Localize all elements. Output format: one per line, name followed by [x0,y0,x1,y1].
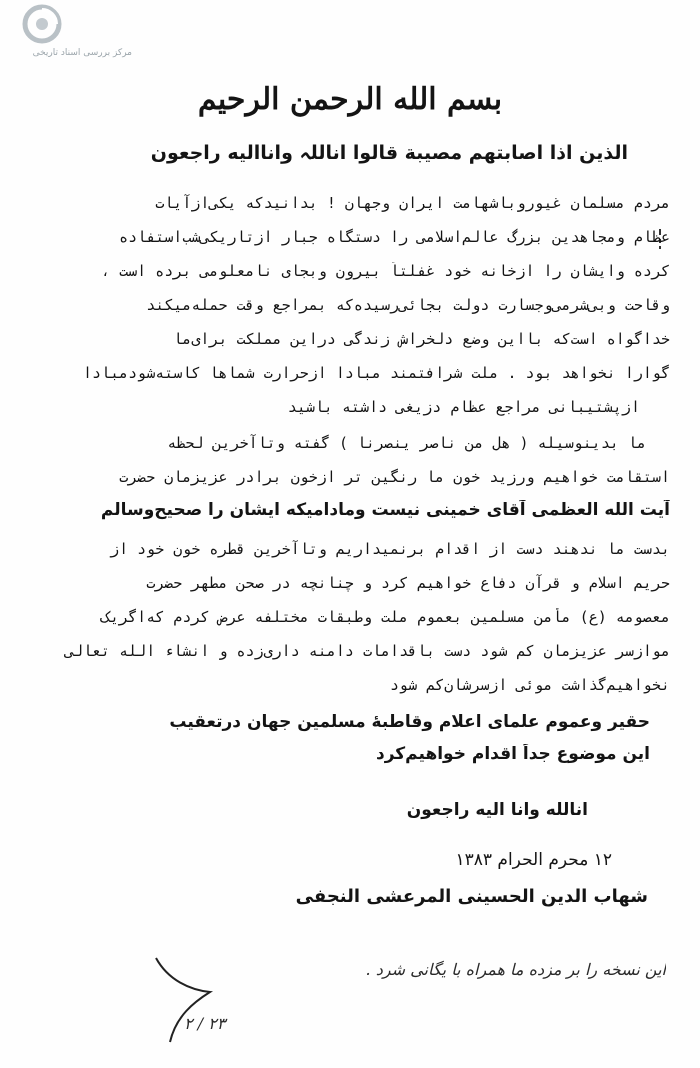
body-line: وقاحت وبی‌شرمی‌وجسارت دولت بجائی‌رسیده‌که بمراجع وقت حمله‌میکند [146,296,670,314]
body-line: مردم مسلمان غیوروباشهامت ایران وجهان ! بدانیدکه یکی‌ازآیات [155,194,670,212]
body-line: حریم اسلام و قرآن دفاع خواهیم کرد و چنانچه در صحن مطهر حضرت [146,574,670,592]
body-line: ما بدینوسیله ( هل من ناصر ینصرنا ) گفته وتاآخرین لحظه [167,434,646,452]
document-date: ۱۲ محرم الحرام ۱۳۸۳ [455,850,612,870]
closing-line: این موضوع جداً اقدام خواهیم‌کرد [375,744,650,764]
closing-line: حقیر وعموم علمای اعلام وقاطبهٔ مسلمین جهان درتعقیب [169,712,650,732]
body-line: نخواهیم‌گذاشت موئی ازسرشان‌کم شود [390,676,670,694]
body-line: گوارا نخواهد بود . ملت شرافتمند مبادا ازحرارت شماها کاسته‌شودمبادا [83,364,670,382]
istirja-line: انالله وانا الیه راجعون [406,800,588,820]
document-title: بسم الله الرحمن الرحیم [197,82,503,117]
body-line: عظام ومجاهدین بزرگ عالم‌اسلامی را دستگاه جبار ازتاریکی‌شب‌استفاده [119,228,670,246]
body-line: موازسر عزیزمان کم شود دست باقدامات دامنه داری‌زده و انشاء الله تعالی [64,642,670,660]
signer-name: شهاب الدین الحسینی المرعشی النجفی [295,886,648,907]
quran-verse: الذین اذا اصابتهم مصیبة قالوا اناللہ واناالیه راجعون [150,142,628,164]
handwritten-date: ۲۳ / ۲ [184,1014,226,1033]
archive-logo-icon [22,4,62,44]
watermark-text: مرکز بررسی اسناد تاریخی [32,48,132,58]
archive-watermark [8,4,132,64]
body-line: ازپشتیبانی مراجع عظام دزیغی داشته باشید [287,398,640,416]
body-line: خداگواه است‌که بااین وضع دلخراش زندگی دراین مملکت برای‌ما [173,330,670,348]
body-line: استقامت خواهیم ورزید خون ما رنگین تر ازخون برادر عزیزمان حضرت [119,468,670,486]
ayatollah-line: آیت الله العظمی آقای خمینی نیست وماداميكه ایشان را صحیح‌وسالم [100,500,670,520]
body-line: معصومه (ع) مأمن مسلمین بعموم ملت وطبقات مختلفه عرض کردم که‌اگریک [101,608,670,626]
body-line: بدست ما ندهند دست از اقدام برنمیداریم وتاآخرین قطره خون خود از [110,540,670,558]
handwritten-note: این نسخه را بر مزده ما همراه با یگانی شرد . [365,960,666,979]
body-line: کرده وایشان را ازخانه خود غفلتاً بیرون وبجای نامعلومی برده است ، [101,262,670,280]
